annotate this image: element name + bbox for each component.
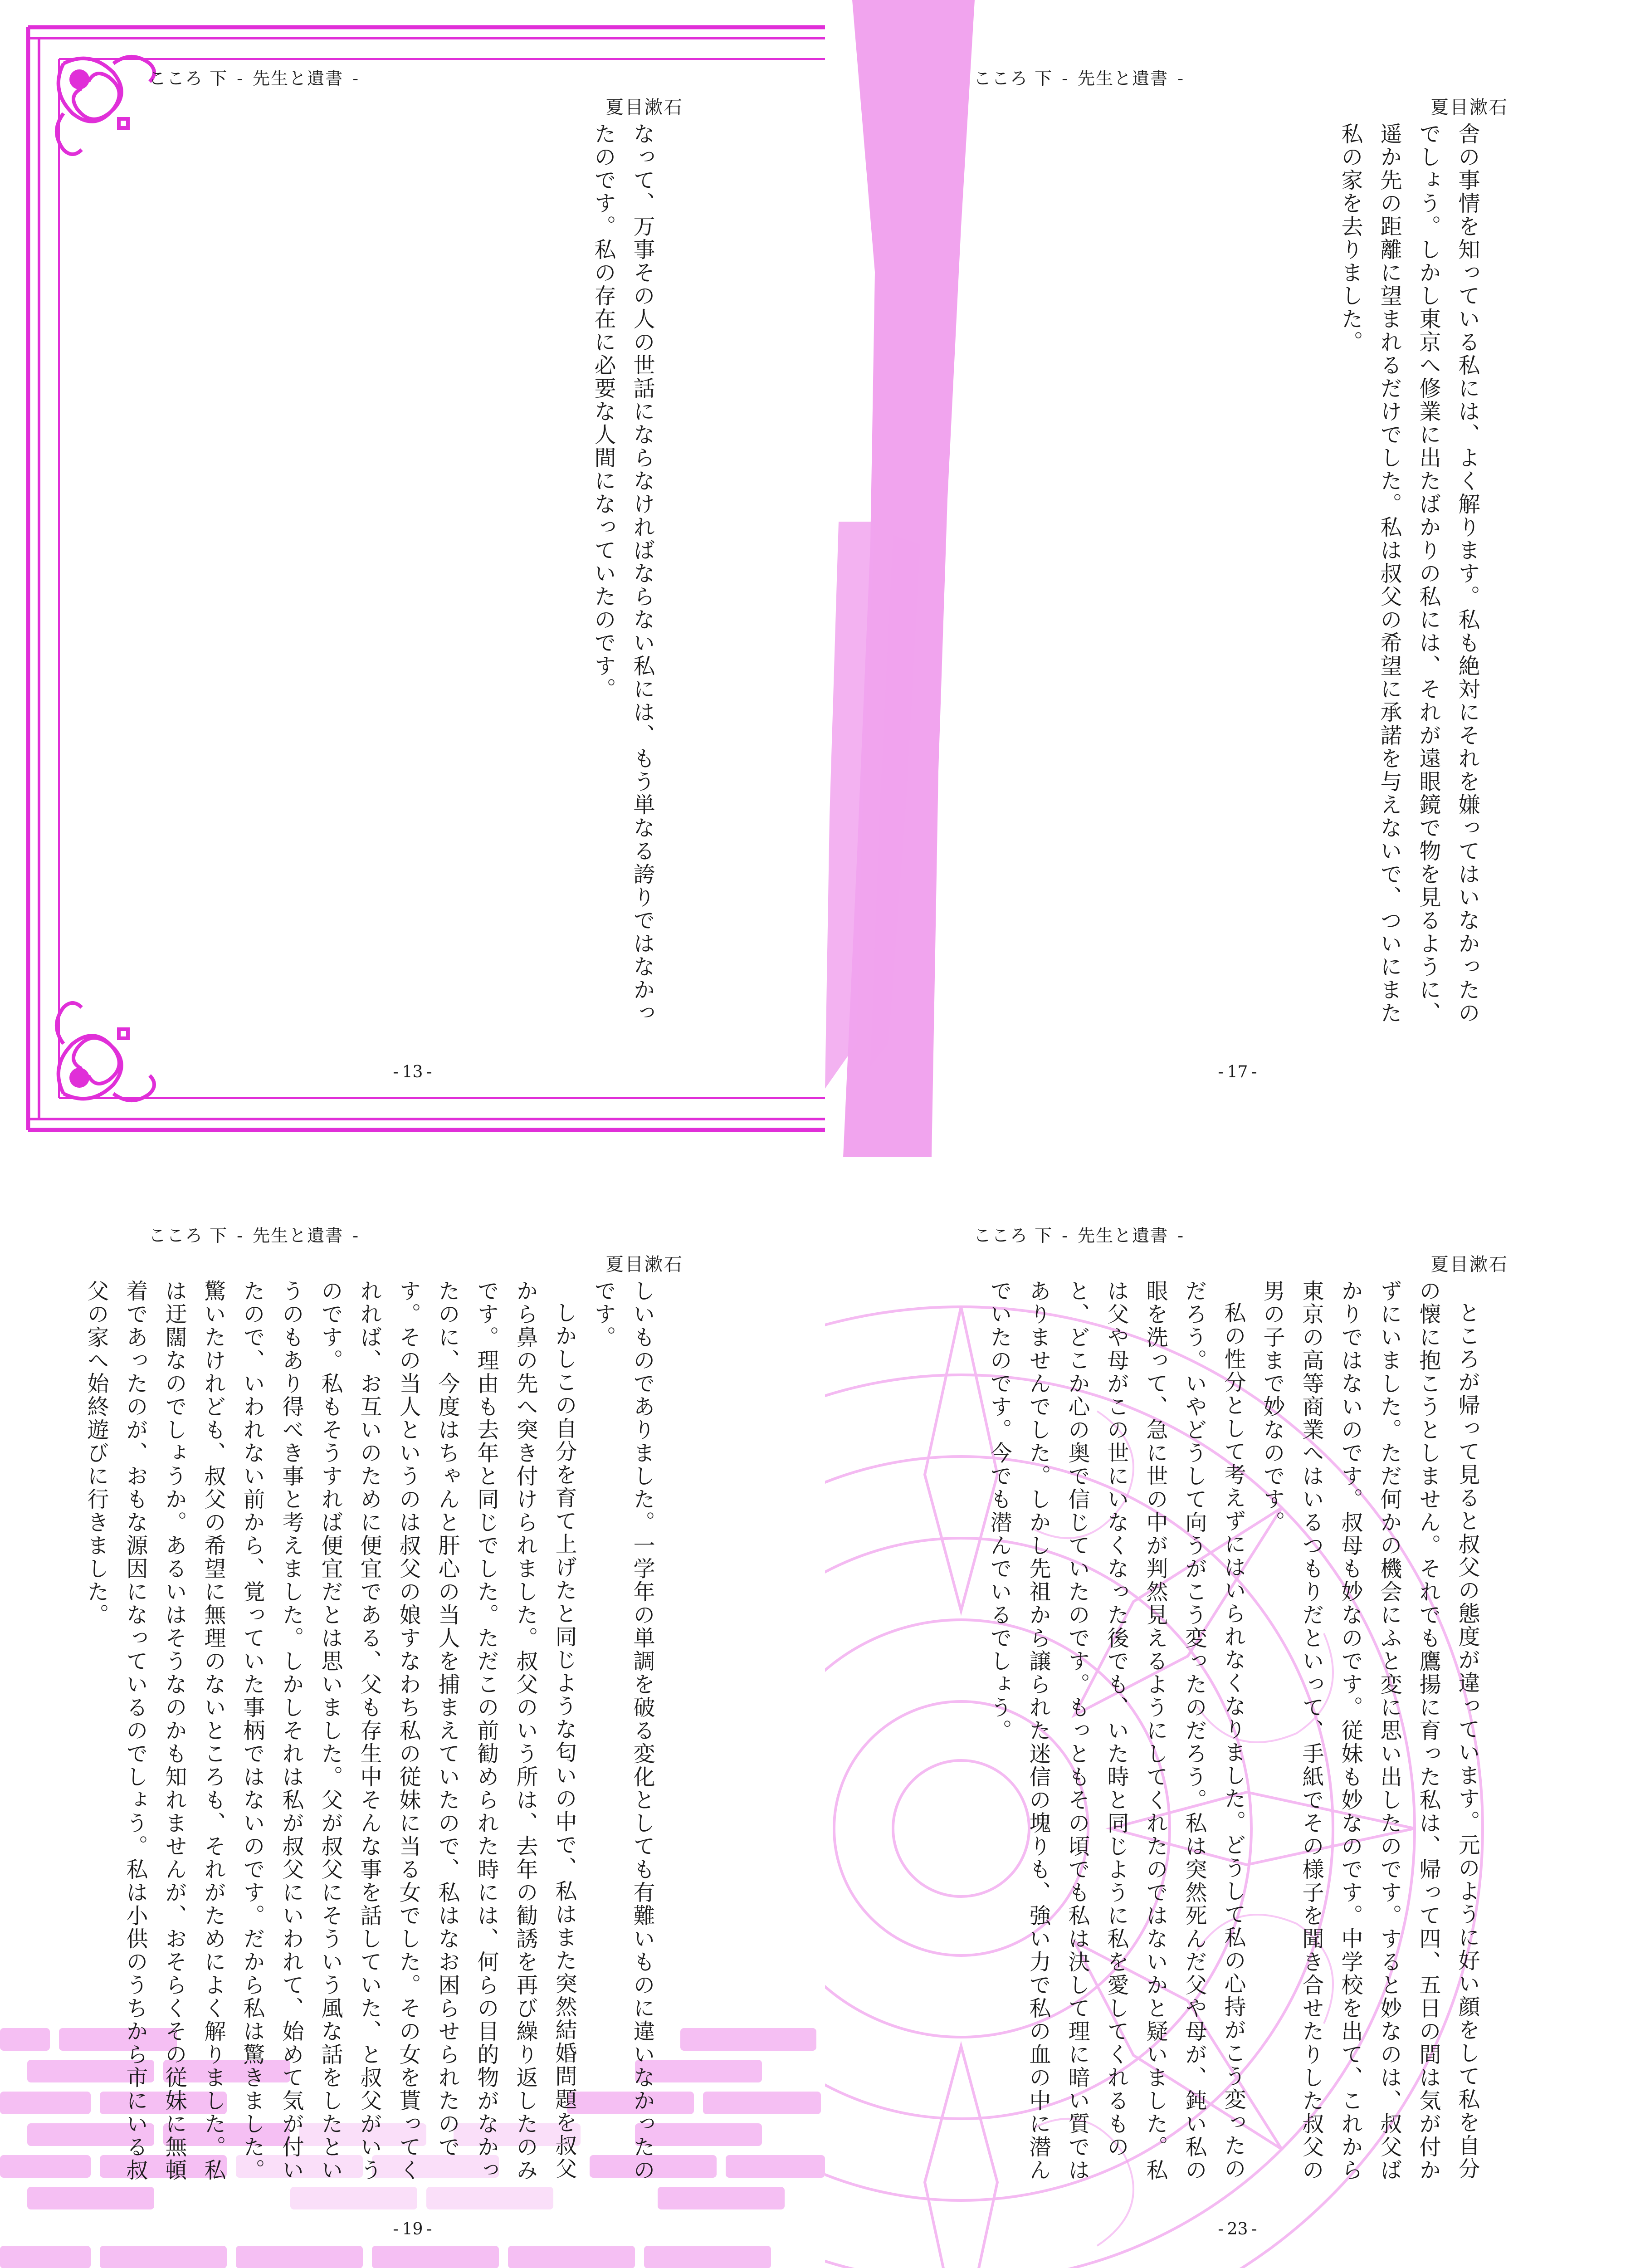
body-text	[77, 1280, 662, 2196]
chapter-title: 先生と遺書	[1078, 1226, 1169, 1246]
author-name: 夏目漱石	[1430, 97, 1508, 118]
author-name: 夏目漱石	[605, 1254, 683, 1275]
brush-stroke-background	[825, 0, 1650, 1157]
chapter-title: 先生と遺書	[1078, 68, 1169, 88]
paragraph: 舎の事情を知っている私には、よく解ります。私も絶対にそれを嫌ってはいなかったのでしょう。しかし東京へ修業に出たばかりの私には、それが遠眼鏡で物を見るように、遥か先の距離に望まれるだけでした。私は叔父の希望に承諾を与えないで、ついにまた私の家を去りました。	[1338, 122, 1480, 1025]
page-23	[825, 1157, 1650, 2268]
corner-ornament-bottom	[57, 1003, 154, 1100]
book-title: こころ 下	[974, 1226, 1053, 1246]
running-header: こころ 下 - 先生と遺書 -	[974, 1226, 1185, 1246]
book-title: こころ 下	[149, 68, 228, 88]
chapter-title: 先生と遺書	[253, 68, 344, 88]
paragraph: ところが帰って見ると叔父の態度が違っています。元のように好い顔をして私を自分の懐に抱こうとしません。それでも鷹揚に育った私は、帰って四、五日の間は気が付かずにいました。ただ何かの機会にふと変に思い出したのです。すると妙なのは、叔父ばかりではないのです。叔母も妙なのです。従妹も妙なのです。中学校を出て、これから東京の高等商業へはいるつもりだといって、手紙でその様子を聞き合せたりした叔父の男の子まで妙なのです。	[1259, 1280, 1480, 2182]
running-header: こころ 下 - 先生と遺書 -	[149, 1226, 360, 1246]
page-number: - 17 -	[1218, 1063, 1257, 1081]
page-number: - 13 -	[393, 1063, 432, 1081]
book-title: こころ 下	[974, 68, 1053, 88]
body-text	[584, 122, 662, 1039]
page-number: - 23 -	[1218, 2220, 1257, 2239]
ornamental-frame	[0, 0, 825, 1157]
author-name: 夏目漱石	[605, 97, 683, 118]
page-17	[825, 0, 1650, 1157]
page-number: - 19 -	[393, 2220, 432, 2239]
chapter-title: 先生と遺書	[253, 1226, 344, 1246]
author-name: 夏目漱石	[1430, 1254, 1508, 1275]
running-header: こころ 下 - 先生と遺書 -	[149, 68, 360, 88]
body-text	[1331, 122, 1487, 1039]
body-text	[980, 1280, 1487, 2196]
page-19	[0, 1157, 825, 2268]
paragraph: しいものでありました。一学年の単調を破る変化としても有難いものに違いなかったのです。	[591, 1280, 655, 2182]
corner-ornament-top	[57, 57, 154, 154]
running-header: こころ 下 - 先生と遺書 -	[974, 68, 1185, 88]
paragraph: 私の性分として考えずにはいられなくなりました。どうして私の心持がこう変ったのだろう。いやどうして向うがこう変ったのだろう。私は突然死んだ父や母が、鈍い私の眼を洗って、急に世の中が判然見えるようにしてくれたのではないかと疑いました。私は父や母がこの世にいなくなった後でも、いた時と同じように私を愛してくれるものと、どこか心の奥で信じていたのです。もっともその頃でも私は決して理に暗い質ではありませんでした。しかし先祖から譲られた迷信の塊りも、強い力で私の血の中に潜んでいたのです。今でも潜んでいるでしょう。	[986, 1280, 1246, 2182]
book-title: こころ 下	[149, 1226, 228, 1246]
page-13	[0, 0, 825, 1157]
paragraph: しかしこの自分を育て上げたと同じような匂いの中で、私はまた突然結婚問題を叔父から鼻の先へ突き付けられました。叔父のいう所は、去年の勧誘を再び繰り返したのみです。理由も去年と同じでした。ただこの前勧められた時には、何らの目的物がなかったのに、今度はちゃんと肝心の当人を捕まえていたので、私はなお困らせられたのです。その当人というのは叔父の娘すなわち私の従妹に当る女でした。その女を貰ってくれれば、お互いのために便宜である、父も存生中そんな事を話していた、と叔父がいうのです。私もそうすれば便宜だとは思いました。父が叔父にそういう風な話をしたというのもあり得べき事と考えました。しかしそれは私が叔父にいわれて、始めて気が付いたので、いわれない前から、覚っていた事柄ではないのです。だから私は驚きました。驚いたけれども、叔父の希望に無理のないところも、それがためによく解りました。私は迂闊なのでしょうか。あるいはそうなのかも知れませんが、おそらくその従妹に無頓着であったのが、おもな源因になっているのでしょう。私は小供のうちから市にいる叔父の家へ始終遊びに行きました。	[83, 1280, 577, 2182]
paragraph: なって、万事その人の世話にならなければならない私には、もう単なる誇りではなかったのです。私の存在に必要な人間になっていたのです。	[591, 122, 655, 1025]
